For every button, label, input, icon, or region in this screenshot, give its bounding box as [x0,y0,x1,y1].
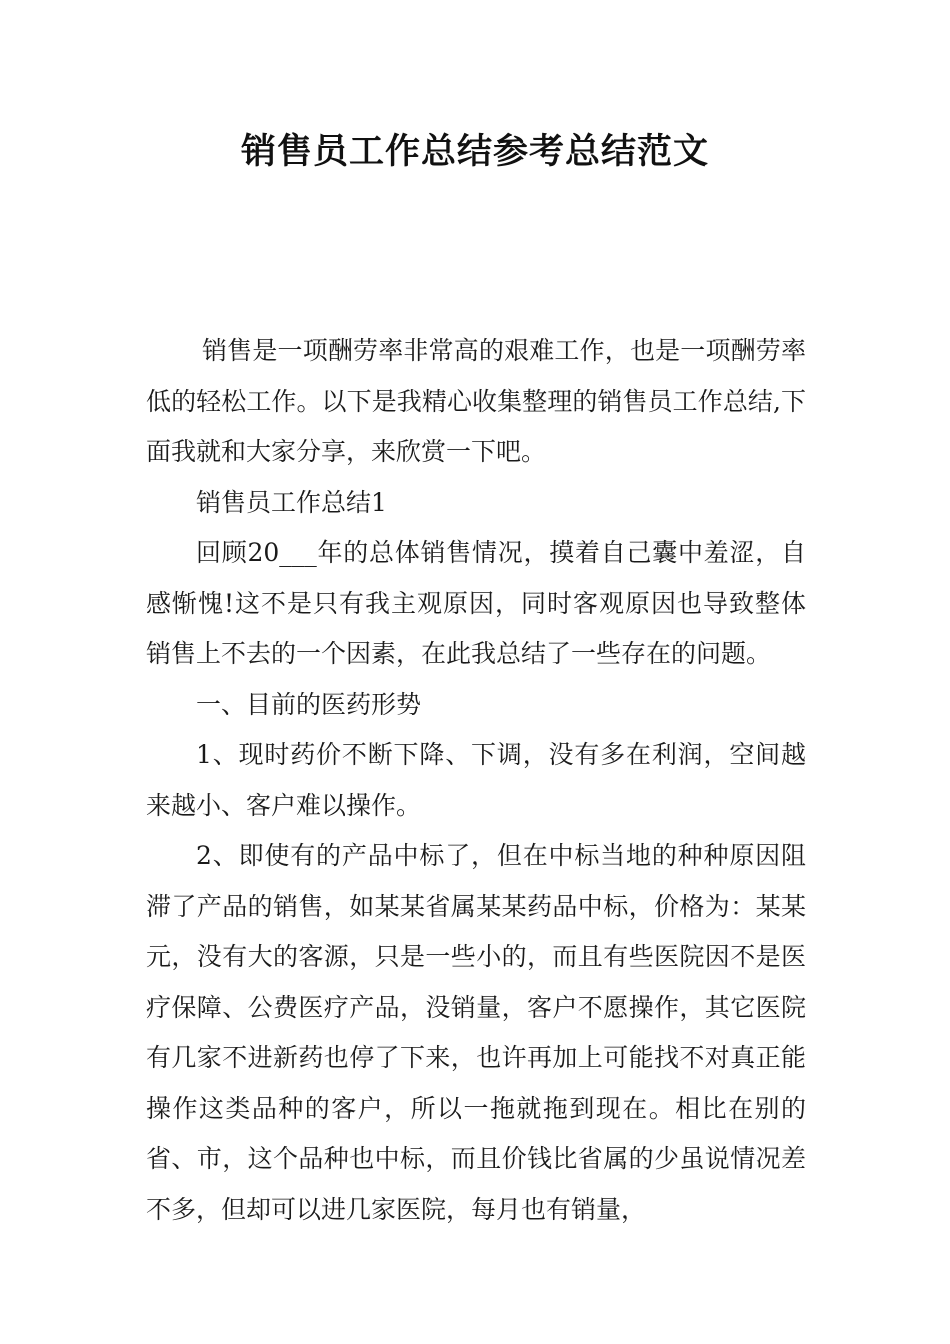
body-paragraph: 回顾20___年的总体销售情况，摸着自己囊中羞涩，自感惭愧!这不是只有我主观原因，同时客观原因也导致整体销售上不去的一个因素，在此我总结了一些存在的问题。 [146,538,806,668]
document-body [146,326,806,1235]
section-heading: 销售员工作总结1 [196,487,387,517]
list-item-paragraph: 1、现时药价不断下降、下调，没有多在利润，空间越来越小、客户难以操作。 [146,740,806,820]
subsection-heading: 一、目前的医药形势 [196,689,422,719]
document-title: 销售员工作总结参考总结范文 [240,132,709,172]
intro-paragraph: 销售是一项酬劳率非常高的艰难工作，也是一项酬劳率低的轻松工作。以下是我精心收集整理的销售员工作总结,下面我就和大家分享，来欣赏一下吧。 [146,336,806,466]
list-item-paragraph: 2、即使有的产品中标了，但在中标当地的种种原因阻滞了产品的销售，如某某省属某某药品中标，价格为：某某元，没有大的客源，只是一些小的，而且有些医院因不是医疗保障、公费医疗产品，没销量，客户不愿操作，其它医院有几家不进新药也停了下来，也许再加上可能找不对真正能操作这类品种的客户，所以一拖就拖到现在。相比在别的省、市，这个品种也中标，而且价钱比省属的少虽说情况差不多，但却可以进几家医院，每月也有销量， [146,841,806,1224]
